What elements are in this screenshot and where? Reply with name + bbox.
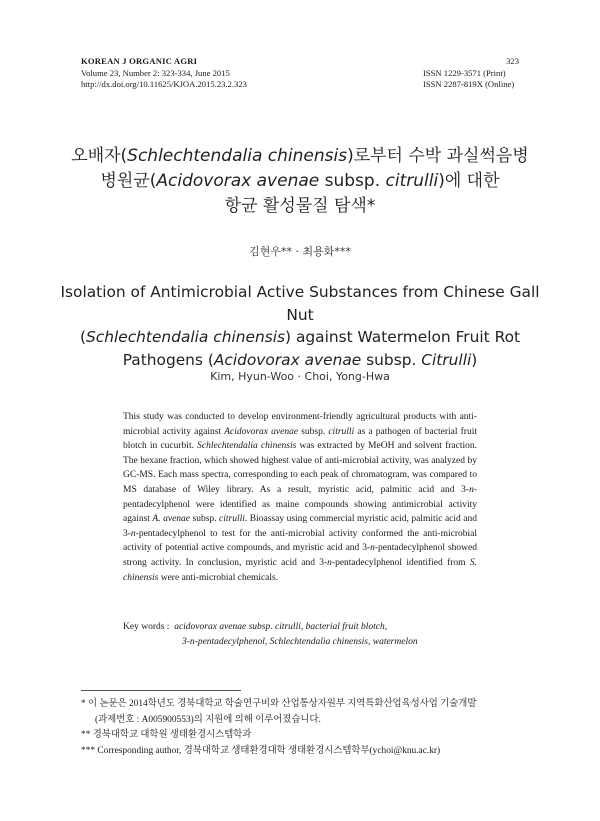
abstract-paragraph [123,410,477,585]
et-text: ( [79,328,86,346]
english-title-line1: Isolation of Antimicrobial Active Substances from Chinese Gall Nut [60,283,540,324]
abs-text: -pentadecylphenol showed strong activity. In conclusion, myristic acid and 3- [123,543,477,568]
korean-title-line2 [50,169,550,194]
abs-italic: Acidovorax avenae [224,426,299,437]
footnotes [81,697,541,760]
abs-italic: n [130,528,136,539]
english-title-line2 [60,326,540,349]
abs-text: was extracted by MeOH and solvent fraction. The hexane fraction, which showed highest value of anti-microbial activity, was analyzed by GC-MS. Each mass spectra, corresponding to each peak of chromatogram, was compared to MS database of Wiley library. As a result, myristic acid, palmitic acid and 3- [123,441,478,495]
korean-title-line1 [50,144,550,169]
et-text: ) against Watermelon Fruit Rot [285,328,521,346]
abs-text: -pentadecylphenol identified from [331,557,470,568]
et-text: Pathogens ( [122,350,214,369]
issn-block [423,56,519,91]
footnote-funding: * 이 논문은 2014학년도 경북대학교 학술연구비와 산업통상자원부 지역특화산업육성사업 기술개발 [81,699,477,709]
volume-info: Volume 23, Number 2: 323-334, June 2015 [81,67,230,78]
doi-link[interactable]: http://dx.doi.org/10.11625/KJOA.2015.23.2.323 [81,79,247,89]
abs-text: This study was conducted to develop environment-friendly agricultural products with anti-microbial activity against [123,412,477,437]
english-title [60,281,540,371]
kt-text: 병원균( [100,171,157,191]
abs-text: were anti-microbial chemicals. [158,572,279,583]
keywords-line2: 3-n-pentadecylphenol, Schlechtendalia chinensis, watermelon [182,636,418,647]
korean-title [50,144,550,219]
kt-text: )로부터 수박 과실썩음병 [347,146,529,166]
page-number: 323 [506,56,519,66]
abs-text: -pentadecylphenol to test for the anti-microbial activity conformed the anti-microbial activity of potential active compounds, and myristic acid and 3- [123,528,477,554]
abs-italic: n [327,557,332,568]
keywords [123,620,477,649]
kt-text: )에 대한 [438,171,500,191]
abs-text: subsp. [298,426,329,437]
kt-italic: Schlechtendalia chinensis [127,146,348,166]
kt-text: subsp. [319,171,386,191]
et-italic: Acidovorax avenae [213,350,362,369]
keywords-label: Key words : [123,622,170,632]
english-title-line3 [60,349,540,372]
journal-header [81,56,247,91]
footnote-divider [81,690,241,691]
english-authors: Kim, Hyun-Woo · Choi, Yong-Hwa [210,370,390,383]
abs-italic: n [370,543,375,554]
abs-italic: citrulli [328,426,355,437]
korean-title-line3: 항균 활성물질 탐색* [224,196,376,216]
abs-italic: Schlechtendalia chinensis [197,441,297,452]
abstract [123,410,477,585]
footnote-corresponding: *** Corresponding author, 경북대학교 생태환경대학 생태환경시스템학부(ychoi@knu.ac.kr) [81,746,441,757]
et-italic: Schlechtendalia chinensis [85,328,286,346]
kt-text: 오배자( [71,146,128,166]
footnote-affiliation: ** 경북대학교 대학원 생태환경시스템학과 [81,730,252,741]
keywords-line1 [123,620,477,635]
abs-italic: citrulli [219,514,245,525]
abs-text: . Bioassay using commercial myristic acid, palmitic acid and 3- [123,514,477,539]
abs-text: as a pathogen of bacterial fruit blotch in cucurbit. [123,426,477,452]
footnote-funding-cont: (과제번호 : A005900553)의 지원에 의해 이루어졌습니다. [95,714,321,725]
kt-italic: Acidovorax avenae [156,171,320,191]
et-text: subsp. [361,350,422,369]
kt-italic: citrulli [385,171,439,191]
keywords-text: acidovorax avenae subsp. citrulli, bacterial fruit blotch, [174,622,388,632]
abs-text: subsp. [190,514,220,525]
abs-italic: A. avenae [152,514,190,525]
abs-italic: S. chinensis [123,557,477,583]
et-italic: Citrulli [421,350,472,369]
abs-italic: n [469,484,474,495]
korean-authors: 김현우** · 최용화*** [249,245,351,258]
journal-name: KOREAN J ORGANIC AGRI [81,56,198,66]
issn-online: ISSN 2287-819X (Online) [423,79,515,89]
issn-print: ISSN 1229-3571 (Print) [423,67,506,78]
abs-text: -pentadecylphenol were identified as maine compounds showing antimicrobial activity against [123,484,477,525]
et-text: ) [471,350,478,369]
